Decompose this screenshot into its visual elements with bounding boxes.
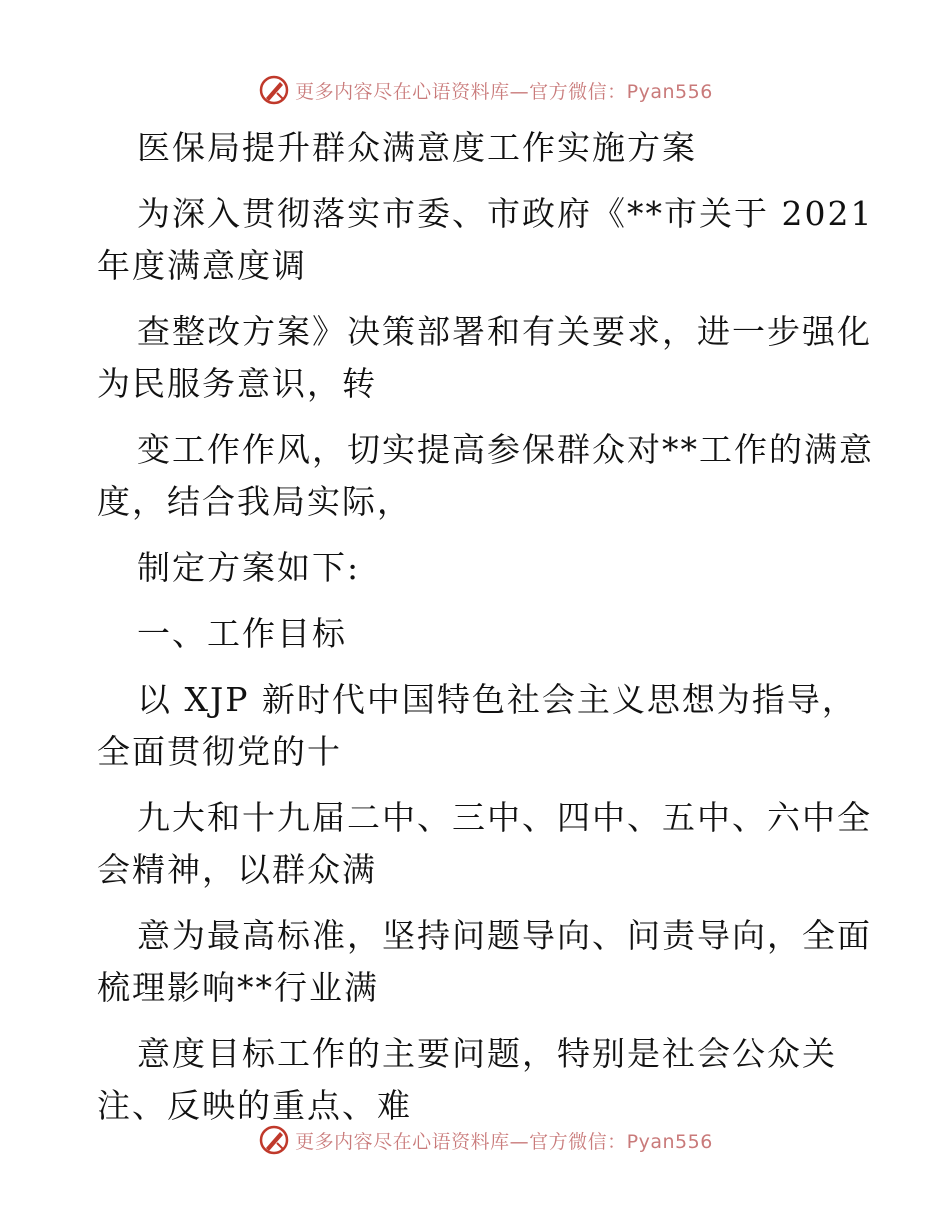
footer-watermark-banner: [0, 1120, 950, 1160]
paragraph-line: 意度目标工作的主要问题，特别是社会公众关: [137, 1034, 837, 1073]
header-watermark-inner: [257, 73, 713, 107]
section-heading: 一、工作目标: [137, 614, 347, 653]
paragraph-line: 变工作作风，切实提高参保群众对**工作的满意: [137, 430, 874, 469]
paragraph-line: 全面贯彻党的十: [97, 732, 342, 771]
paragraph-line: 意为最高标准，坚持问题导向、问责导向，全面: [137, 916, 872, 955]
paragraph-line: 年度满意度调: [97, 246, 307, 285]
paragraph-line: 为民服务意识，转: [97, 364, 377, 403]
header-watermark-banner: [0, 70, 950, 110]
paragraph-line: 会精神，以群众满: [97, 850, 377, 889]
paragraph-line: 注、反映的重点、难: [97, 1086, 412, 1125]
paragraph-line: 度，结合我局实际，: [97, 482, 412, 521]
paragraph-line: 制定方案如下:: [137, 548, 361, 587]
pen-seal-icon: [257, 73, 291, 107]
pen-seal-icon: [257, 1123, 291, 1157]
footer-watermark-inner: [257, 1123, 713, 1157]
paragraph-line: 梳理影响**行业满: [97, 968, 379, 1007]
paragraph-line: 以 XJP 新时代中国特色社会主义思想为指导，: [137, 680, 857, 719]
document-body: [97, 122, 874, 1132]
paragraph-line: 查整改方案》决策部署和有关要求，进一步强化: [137, 312, 872, 351]
paragraph-line: 九大和十九届二中、三中、四中、五中、六中全: [137, 798, 872, 837]
watermark-text: 更多内容尽在心语资料库—官方微信：Pyan556: [295, 1130, 713, 1153]
document-title: 医保局提升群众满意度工作实施方案: [137, 128, 697, 167]
paragraph-line: 为深入贯彻落实市委、市政府《**市关于 2021: [137, 194, 874, 233]
watermark-text: 更多内容尽在心语资料库—官方微信：Pyan556: [295, 80, 713, 103]
